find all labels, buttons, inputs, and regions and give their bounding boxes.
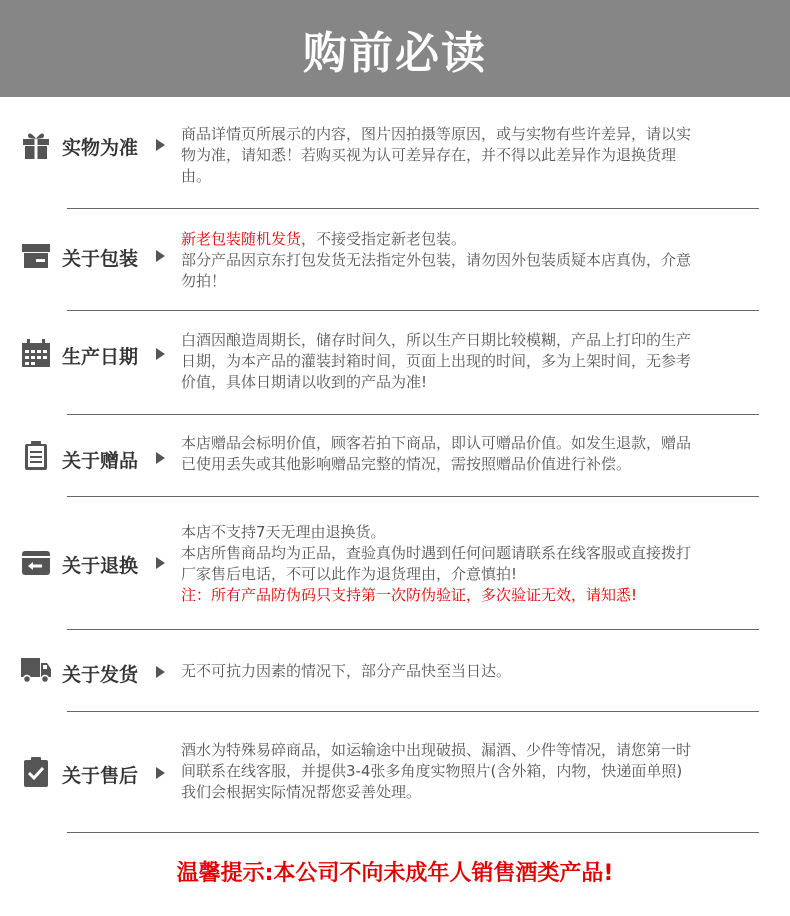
truck-icon — [20, 653, 52, 685]
section-description — [181, 330, 767, 393]
description-line: 本店赠品会标明价值，顾客若拍下商品，即认可赠品价值。如发生退款，赠品 — [181, 434, 692, 452]
divider — [67, 414, 759, 415]
divider — [67, 310, 759, 311]
description-line — [181, 229, 767, 250]
section-description — [181, 124, 767, 187]
header-banner — [0, 0, 790, 97]
chevron-right-icon — [156, 348, 165, 360]
description-line: 间联系在线客服，并提供3-4张多角度实物照片(含外箱，内物，快递面单照) — [181, 762, 683, 780]
page-title: 购前必读 — [303, 27, 487, 79]
section-label: 关于赠品 — [62, 450, 139, 472]
description-line: 物为准，请知悉！若购买视为认可差异存在，并不得以此差异作为退换货理 — [181, 146, 677, 164]
section-description — [181, 229, 767, 292]
chevron-right-icon — [156, 139, 165, 151]
divider — [67, 208, 759, 209]
description-line: 我们会根据实际情况帮您妥善处理。 — [181, 783, 422, 801]
description-line: 已使用丢失或其他影响赠品完整的情况，需按照赠品价值进行补偿。 — [181, 455, 632, 473]
gift-icon — [20, 128, 52, 160]
description-line: 日期，为本产品的灌装封箱时间，页面上出现的时间，多为上架时间，无参考 — [181, 352, 692, 370]
chevron-right-icon — [156, 767, 165, 779]
section-description — [181, 433, 767, 475]
section-description — [181, 740, 767, 803]
chevron-right-icon — [156, 452, 165, 464]
clipboard-icon — [20, 440, 52, 472]
description-line: 厂家售后电话，不可以此作为退货理由，介意慎拍! — [181, 565, 518, 583]
section-label: 关于包装 — [62, 248, 139, 270]
section-description — [181, 522, 767, 606]
description-line: 酒水为特殊易碎商品，如运输途中出现破损、漏酒、少件等情况，请您第一时 — [181, 741, 692, 759]
section-label: 关于发货 — [62, 664, 139, 686]
divider — [67, 629, 759, 630]
checklist-icon — [20, 756, 52, 788]
description-line: 部分产品因京东打包发货无法指定外包装，请勿因外包装质疑本店真伪，介意 — [181, 251, 692, 269]
divider — [67, 832, 759, 833]
section-label: 关于退换 — [62, 555, 139, 577]
box-icon — [20, 239, 52, 271]
description-line: 本店不支持7天无理由退换货。 — [181, 523, 386, 541]
section-description — [181, 661, 767, 682]
description-line: 由。 — [181, 167, 212, 185]
calendar-icon — [20, 337, 52, 369]
description-line: 无不可抗力因素的情况下，部分产品快至当日达。 — [181, 662, 512, 680]
chevron-right-icon — [156, 250, 165, 262]
underage-warning: 温馨提示:本公司不向未成年人销售酒类产品! — [176, 861, 614, 886]
section-label: 生产日期 — [62, 346, 139, 368]
chevron-right-icon — [156, 557, 165, 569]
description-line: 价值，具体日期请以收到的产品为准! — [181, 373, 428, 391]
return-box-icon — [20, 546, 52, 578]
section-label: 实物为准 — [62, 137, 139, 159]
description-line: 勿拍！ — [181, 272, 227, 290]
anti-counterfeit-warning: 注：所有产品防伪码只支持第一次防伪验证，多次验证无效，请知悉! — [181, 586, 638, 604]
description-line: 本店所售商品均为正品，查验真伪时遇到任何问题请联系在线客服或直接拨打 — [181, 544, 692, 562]
divider — [67, 711, 759, 712]
description-line: 商品详情页所展示的内容，图片因拍摄等原因，或与实物有些许差异，请以实 — [181, 125, 692, 143]
packaging-highlight: 新老包装随机发货 — [181, 230, 302, 248]
section-label: 关于售后 — [62, 765, 139, 787]
divider — [67, 496, 759, 497]
description-line: 白酒因酿造周期长，储存时间久，所以生产日期比较模糊，产品上打印的生产 — [181, 331, 692, 349]
chevron-right-icon — [156, 666, 165, 678]
packaging-highlight-rest: ，不接受指定新老包装。 — [301, 230, 467, 248]
